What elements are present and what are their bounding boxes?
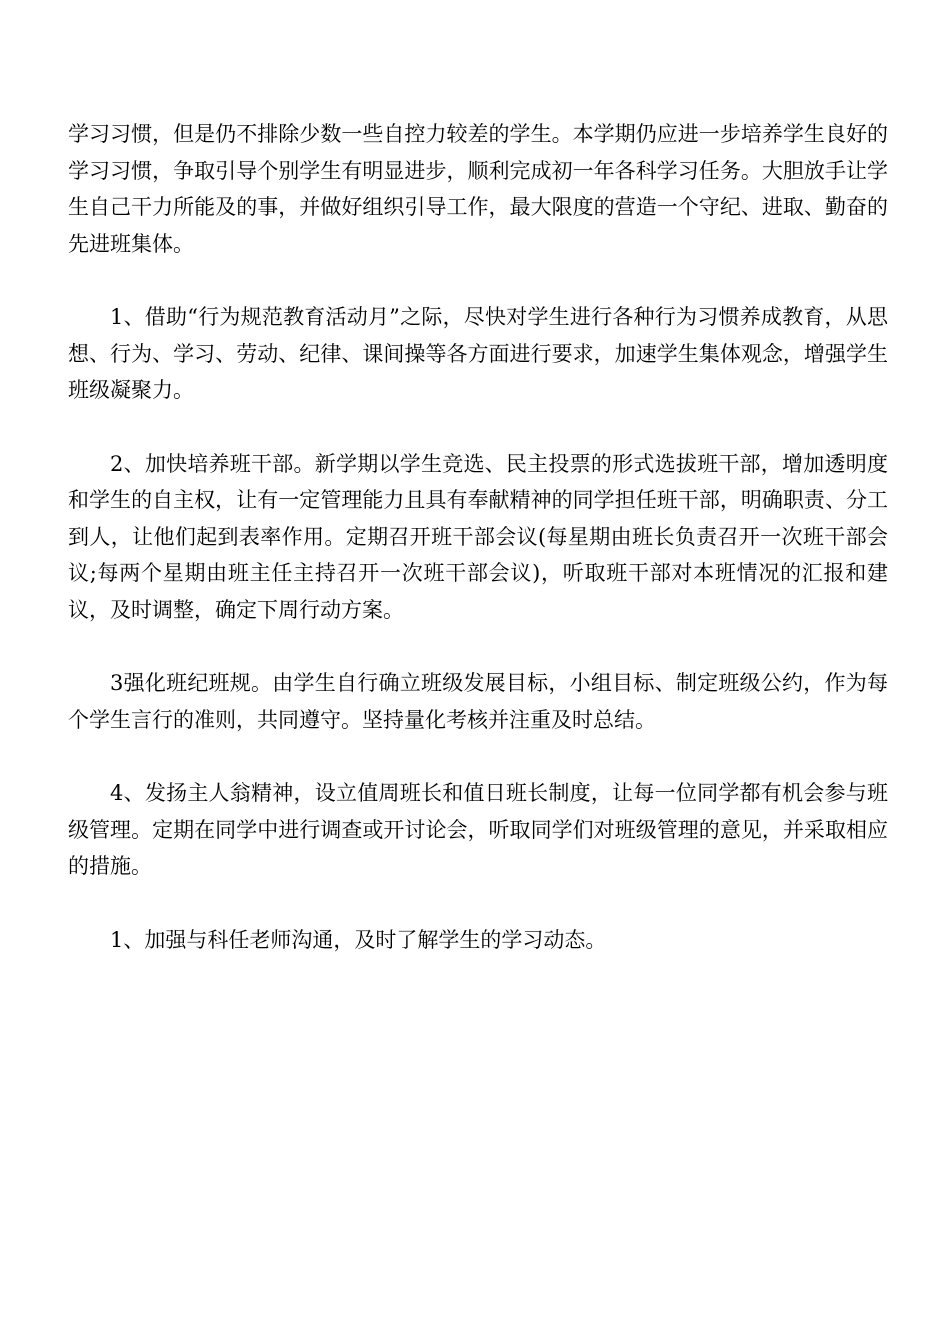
paragraph-class-rules: 3强化班纪班规。由学生自行确立班级发展目标，小组目标、制定班级公约，作为每个学生言行的准则，共同遵守。坚持量化考核并注重及时总结。 bbox=[68, 671, 888, 732]
paragraph-behavior-education: 1、借助“行为规范教育活动月”之际，尽快对学生进行各种行为习惯养成教育，从思想、行为、学习、劳动、纪律、课间操等各方面进行要求，加速学生集体观念，增强学生班级凝聚力。 bbox=[68, 305, 888, 402]
document-page bbox=[68, 116, 888, 958]
paragraph-class-goals: 学习习惯，但是仍不排除少数一些自控力较差的学生。本学期仍应进一步培养学生良好的学习习惯，争取引导个别学生有明显进步，顺利完成初一年各科学习任务。大胆放手让学生自己干力所能及的事，并做好组织引导工作，最大限度的营造一个守纪、进取、勤奋的先进班集体。 bbox=[68, 122, 888, 256]
paragraph-ownership-spirit: 4、发扬主人翁精神，设立值周班长和值日班长制度，让每一位同学都有机会参与班级管理。定期在同学中进行调查或开讨论会，听取同学们对班级管理的意见，并采取相应的措施。 bbox=[68, 781, 888, 878]
paragraph-teacher-communication: 1、加强与科任老师沟通，及时了解学生的学习动态。 bbox=[110, 927, 607, 952]
paragraph-class-cadres: 2、加快培养班干部。新学期以学生竞选、民主投票的形式选拔班干部，增加透明度和学生的自主权，让有一定管理能力且具有奉献精神的同学担任班干部，明确职责、分工到人，让他们起到表率作用。定期召开班干部会议(每星期由班长负责召开一次班干部会议;每两个星期由班主任主持召开一次班干部会议)，听取班干部对本班情况的汇报和建议，及时调整，确定下周行动方案。 bbox=[68, 451, 888, 622]
